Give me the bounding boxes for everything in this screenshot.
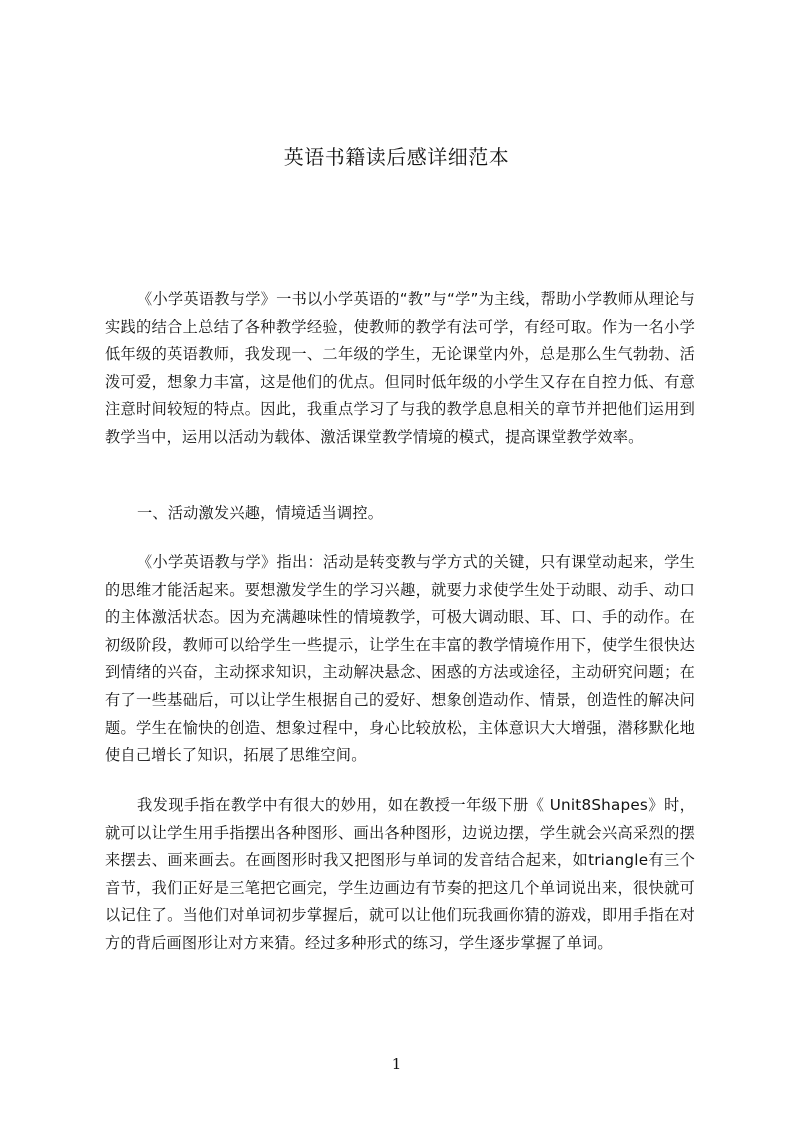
- section-heading-text: 一、活动激发兴趣，情境适当调控。: [137, 504, 384, 522]
- paragraph-intro: [105, 286, 695, 452]
- paragraph-finger-teaching: [105, 792, 695, 958]
- document-title: 英语书籍读后感详细范本: [283, 145, 510, 169]
- section-heading: [105, 500, 695, 528]
- page-number: 1: [391, 1055, 402, 1073]
- paragraph-text: 我发现手指在教学中有很大的妙用，如在教授一年级下册《 Unit8Shapes》时，就可以让学生用手指摆出各种图形、画出各种图形，边说边摆，学生就会兴高采烈的摆来摆去、画来画去。在画图形时我又把图形与单词的发音结合起来，如triangle有三个音节，我们正好是三笔把它画完，学生边画边有节奏的把这几个单词说出来，很快就可以记住了。当他们对单词初步掌握后，就可以让他们玩我画你猜的游戏，即用手指在对方的背后画图形让对方来猜。经过多种形式的练习，学生逐步掌握了单词。: [105, 796, 695, 952]
- paragraph-text: 《小学英语教与学》指出：活动是转变教与学方式的关键，只有课堂动起来，学生的思维才能活起来。要想激发学生的学习兴趣，就要力求使学生处于动眼、动手、动口的主体激活状态。因为充满趣味性的情境教学，可极大调动眼、耳、口、手的动作。在初级阶段，教师可以给学生一些提示，让学生在丰富的教学情境作用下，使学生很快达到情绪的兴奋，主动探求知识，主动解决悬念、困惑的方法或途径，主动研究问题；在有了一些基础后，可以让学生根据自己的爱好、想象创造动作、情景，创造性的解决问题。学生在愉快的创造、想象过程中，身心比较放松，主体意识大大增强，潜移默化地使自己增长了知识，拓展了思维空间。: [105, 553, 695, 765]
- paragraph-activity: [105, 549, 695, 770]
- paragraph-text: 《小学英语教与学》一书以小学英语的“教”与“学”为主线，帮助小学教师从理论与实践的结合上总结了各种教学经验，使教师的教学有法可学，有经可取。作为一名小学低年级的英语教师，我发现一、二年级的学生，无论课堂内外，总是那么生气勃勃、活泼可爱，想象力丰富，这是他们的优点。但同时低年级的小学生又存在自控力低、有意注意时间较短的特点。因此，我重点学习了与我的教学息息相关的章节并把他们运用到教学当中，运用以活动为载体、激活课堂教学情境的模式，提高课堂教学效率。: [105, 290, 695, 446]
